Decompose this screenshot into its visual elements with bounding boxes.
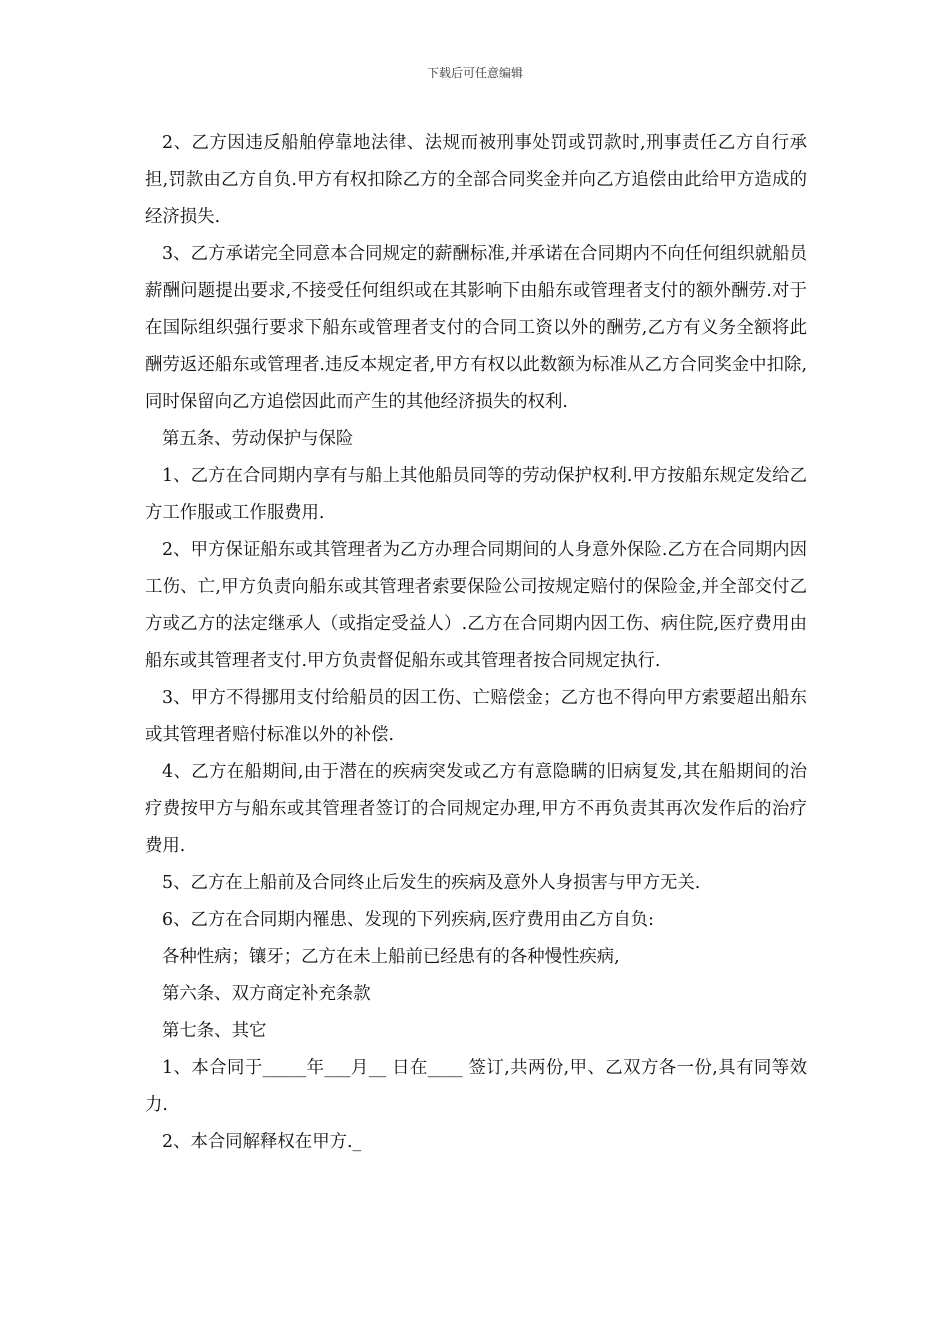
article-heading: 第七条、其它 bbox=[162, 1021, 267, 1041]
clause-paragraph: 6、乙方在合同期内罹患、发现的下列疾病,医疗费用由乙方自负: bbox=[162, 910, 655, 930]
article-heading: 第五条、劳动保护与保险 bbox=[162, 429, 354, 449]
clause-paragraph: 各种性病；镶牙；乙方在未上船前已经患有的各种慢性疾病, bbox=[162, 947, 620, 967]
clause-paragraph: 4、乙方在船期间,由于潜在的疾病突发或乙方有意隐瞒的旧病复发,其在船期间的治疗费按甲方与船东或其管理者签订的合同规定办理,甲方不再负责其再次发作后的治疗费用. bbox=[145, 762, 807, 856]
clause-paragraph: 2、本合同解释权在甲方._ bbox=[162, 1132, 362, 1152]
article-heading: 第六条、双方商定补充条款 bbox=[162, 984, 371, 1004]
document-body bbox=[145, 125, 807, 1161]
clause-paragraph: 3、乙方承诺完全同意本合同规定的薪酬标准,并承诺在合同期内不向任何组织就船员薪酬问题提出要求,不接受任何组织或在其影响下由船东或管理者支付的额外酬劳.对于在国际组织强行要求下船东或管理者支付的合同工资以外的酬劳,乙方有义务全额将此酬劳返还船东或管理者.违反本规定者,甲方有权以此数额为标准从乙方合同奖金中扣除,同时保留向乙方追偿因此而产生的其他经济损失的权利. bbox=[145, 244, 807, 412]
clause-paragraph: 2、乙方因违反船舶停靠地法律、法规而被刑事处罚或罚款时,刑事责任乙方自行承担,罚款由乙方自负.甲方有权扣除乙方的全部合同奖金并向乙方追偿由此给甲方造成的经济损失. bbox=[145, 133, 807, 227]
clause-paragraph: 1、本合同于_____年___月__ 日在____ 签订,共两份,甲、乙双方各一份,具有同等效力. bbox=[145, 1058, 807, 1115]
clause-paragraph: 1、乙方在合同期内享有与船上其他船员同等的劳动保护权利.甲方按船东规定发给乙方工作服或工作服费用. bbox=[145, 466, 807, 523]
page-header: 下载后可任意编辑 bbox=[426, 66, 523, 80]
clause-paragraph: 5、乙方在上船前及合同终止后发生的疾病及意外人身损害与甲方无关. bbox=[162, 873, 701, 893]
clause-paragraph: 3、甲方不得挪用支付给船员的因工伤、亡赔偿金；乙方也不得向甲方索要超出船东或其管理者赔付标准以外的补偿. bbox=[145, 688, 807, 745]
clause-paragraph: 2、甲方保证船东或其管理者为乙方办理合同期间的人身意外保险.乙方在合同期内因工伤、亡,甲方负责向船东或其管理者索要保险公司按规定赔付的保险金,并全部交付乙方或乙方的法定继承人（或指定受益人）.乙方在合同期内因工伤、病住院,医疗费用由船东或其管理者支付.甲方负责督促船东或其管理者按合同规定执行. bbox=[145, 540, 807, 671]
